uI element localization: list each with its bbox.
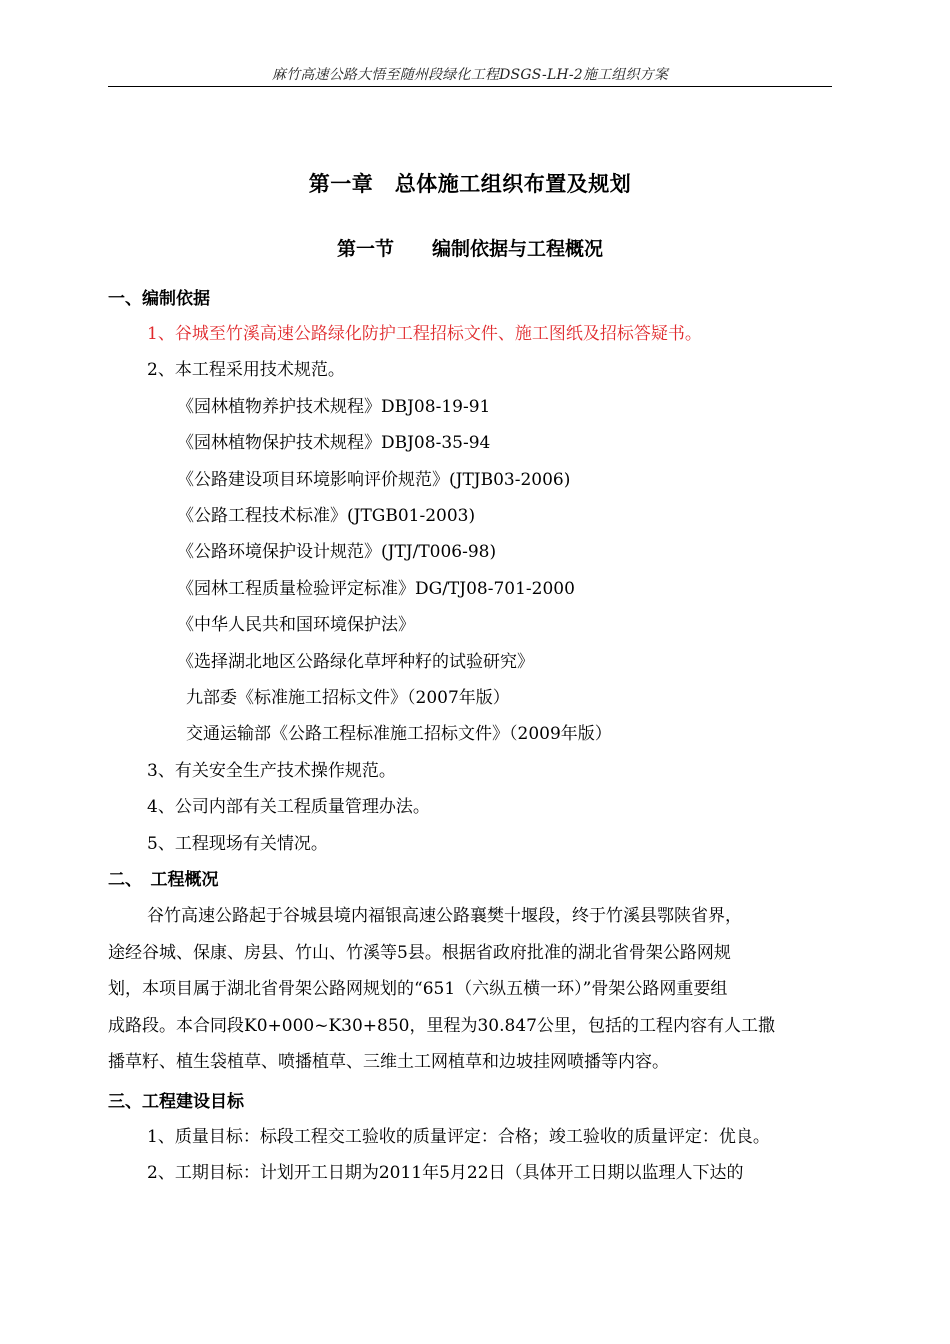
basis-item-3: 3、有关安全生产技术操作规范。 [147, 761, 396, 781]
overview-line: 途经谷城、保康、房县、竹山、竹溪等5县。根据省政府批准的湖北省骨架公路网规 [108, 943, 731, 963]
standard-item: 交通运输部《公路工程标准施工招标文件》（2009年版） [186, 724, 612, 744]
overview-line: 划，本项目属于湖北省骨架公路网规划的“651（六纵五横一环）”骨架公路网重要组 [108, 979, 728, 999]
header-rule [108, 86, 832, 87]
standard-item: 《园林植物养护技术规程》DBJ08-19-91 [177, 397, 491, 417]
basis-item-2: 2、本工程采用技术规范。 [147, 360, 345, 380]
standard-item: 《选择湖北地区公路绿化草坪种籽的试验研究》 [177, 652, 534, 672]
overview-line: 谷竹高速公路起于谷城县境内福银高速公路襄樊十堰段，终于竹溪县鄂陕省界， [147, 906, 742, 926]
goals-item-2: 2、工期目标：计划开工日期为2011年5月22日（具体开工日期以监理人下达的 [147, 1163, 744, 1183]
overview-line: 成路段。本合同段K0+000~K30+850，里程为30.847公里，包括的工程内容有人工撒 [108, 1016, 775, 1036]
standard-item: 《公路建设项目环境影响评价规范》(JTJB03-2006) [177, 470, 571, 490]
basis-heading: 一、编制依据 [108, 289, 210, 309]
basis-item-5: 5、工程现场有关情况。 [147, 834, 328, 854]
standard-item: 《园林工程质量检验评定标准》DG/TJ08-701-2000 [177, 579, 575, 599]
overview-heading: 二、 工程概况 [108, 870, 219, 890]
goals-heading: 三、工程建设目标 [108, 1092, 244, 1112]
section-title: 第一节 编制依据与工程概况 [336, 238, 603, 260]
standard-item: 《中华人民共和国环境保护法》 [177, 615, 415, 635]
standard-item: 《公路工程技术标准》(JTGB01-2003) [177, 506, 476, 526]
running-header: 麻竹高速公路大悟至随州段绿化工程DSGS-LH-2施工组织方案 [271, 67, 669, 83]
standard-item: 《公路环境保护设计规范》(JTJ/T006-98) [177, 542, 497, 562]
standard-item: 《园林植物保护技术规程》DBJ08-35-94 [177, 433, 491, 453]
basis-item-1: 1、谷城至竹溪高速公路绿化防护工程招标文件、施工图纸及招标答疑书。 [147, 324, 702, 344]
basis-item-4: 4、公司内部有关工程质量管理办法。 [147, 797, 430, 817]
overview-line: 播草籽、植生袋植草、喷播植草、三维土工网植草和边坡挂网喷播等内容。 [108, 1052, 669, 1072]
goals-item-1: 1、质量目标：标段工程交工验收的质量评定：合格；竣工验收的质量评定：优良。 [147, 1127, 770, 1147]
standard-item: 九部委《标准施工招标文件》（2007年版） [186, 688, 510, 708]
chapter-title: 第一章 总体施工组织布置及规划 [308, 172, 632, 196]
